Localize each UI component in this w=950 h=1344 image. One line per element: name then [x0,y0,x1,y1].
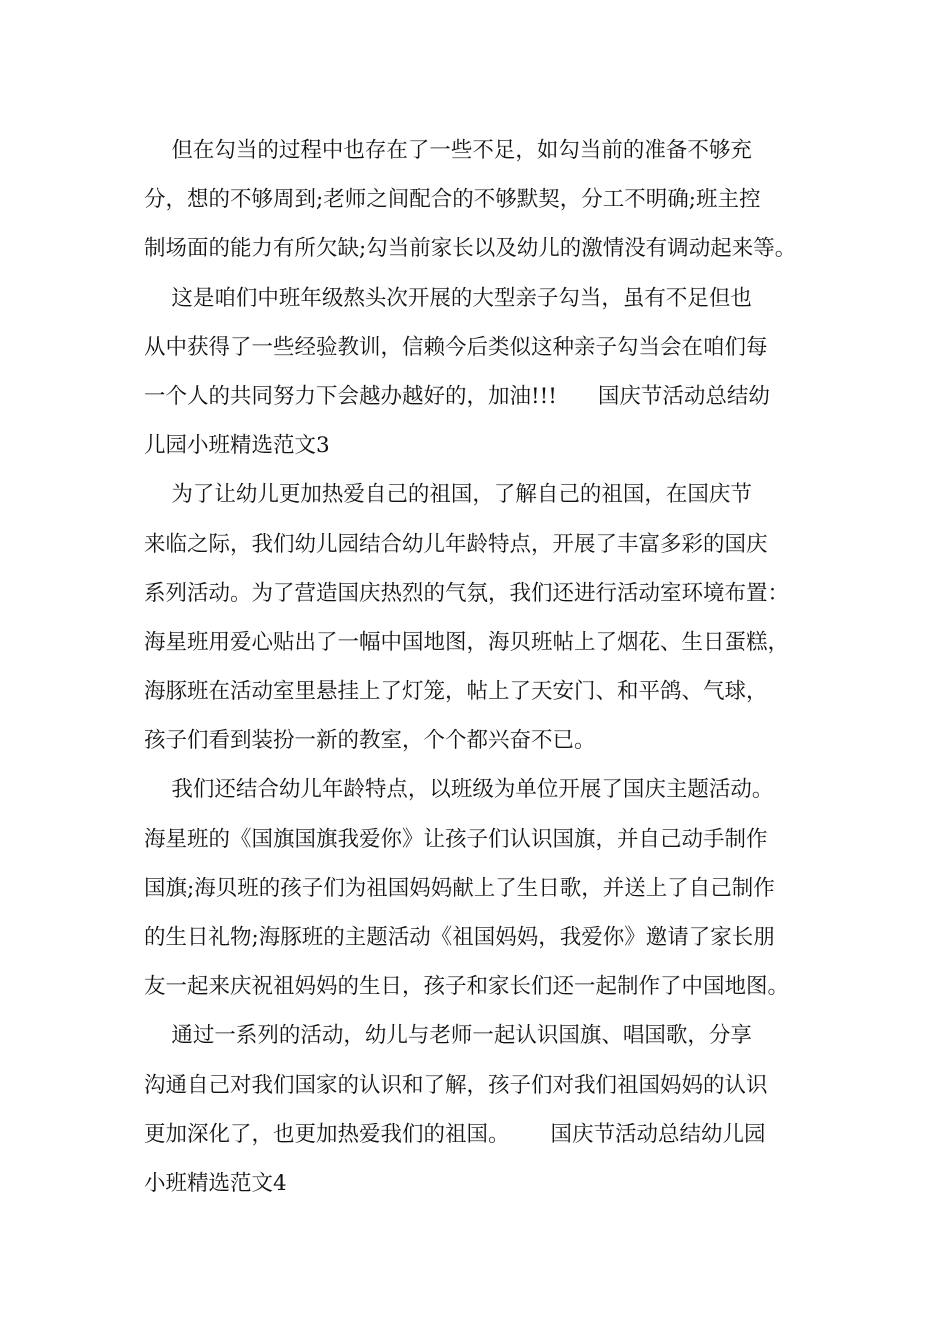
text-line: 海星班用爱心贴出了一幅中国地图，海贝班帖上了烟花、生日蛋糕， [144,629,790,655]
text-line: 沟通自己对我们国家的认识和了解，孩子们对我们祖国妈妈的认识 [144,1072,768,1098]
text-line: 一个人的共同努力下会越办越好的，加油!!! 国庆节活动总结幼 [144,383,770,409]
section-heading: 小班精选范文4 [144,1170,287,1196]
text-line: 分，想的不够周到;老师之间配合的不够默契，分工不明确;班主控 [144,187,761,213]
text-line: 更加深化了，也更加热爱我们的祖国。 国庆节活动总结幼儿园 [144,1121,766,1147]
text-line: 孩子们看到装扮一新的教室，个个都兴奋不已。 [144,728,596,754]
text-line: 海星班的《国旗国旗我爱你》让孩子们认识国旗，并自己动手制作 [144,826,768,852]
text-line: 从中获得了一些经验教训，信赖今后类似这种亲子勾当会在咱们每 [144,334,768,360]
text-line: 制场面的能力有所欠缺;勾当前家长以及幼儿的激情没有调动起来等。 [144,236,797,262]
text-line: 但在勾当的过程中也存在了一些不足，如勾当前的准备不够充 [144,138,752,163]
section-heading: 儿园小班精选范文3 [144,433,330,459]
text-line: 我们还结合幼儿年龄特点，以班级为单位开展了国庆主题活动。 [144,777,774,803]
text-line: 友一起来庆祝祖妈妈的生日，孩子和家长们还一起制作了中国地图。 [144,974,790,1000]
text-line: 国旗;海贝班的孩子们为祖国妈妈献上了生日歌，并送上了自己制作 [144,875,775,901]
text-line: 通过一系列的活动，幼儿与老师一起认识国旗、唱国歌，分享 [144,1023,752,1049]
text-line: 系列活动。为了营造国庆热烈的气氛，我们还进行活动室环境布置： [144,580,790,606]
document-body [144,126,814,1208]
text-line: 的生日礼物;海豚班的主题活动《祖国妈妈，我爱你》邀请了家长朋 [144,925,775,950]
text-line: 海豚班在活动室里悬挂上了灯笼，帖上了天安门、和平鸽、气球， [144,679,768,705]
text-line: 这是咱们中班年级熬头次开展的大型亲子勾当，虽有不足但也 [144,285,752,311]
text-line: 为了让幼儿更加热爱自己的祖国，了解自己的祖国，在国庆节 [144,482,752,508]
text-line: 来临之际，我们幼儿园结合幼儿年龄特点，开展了丰富多彩的国庆 [144,531,768,557]
